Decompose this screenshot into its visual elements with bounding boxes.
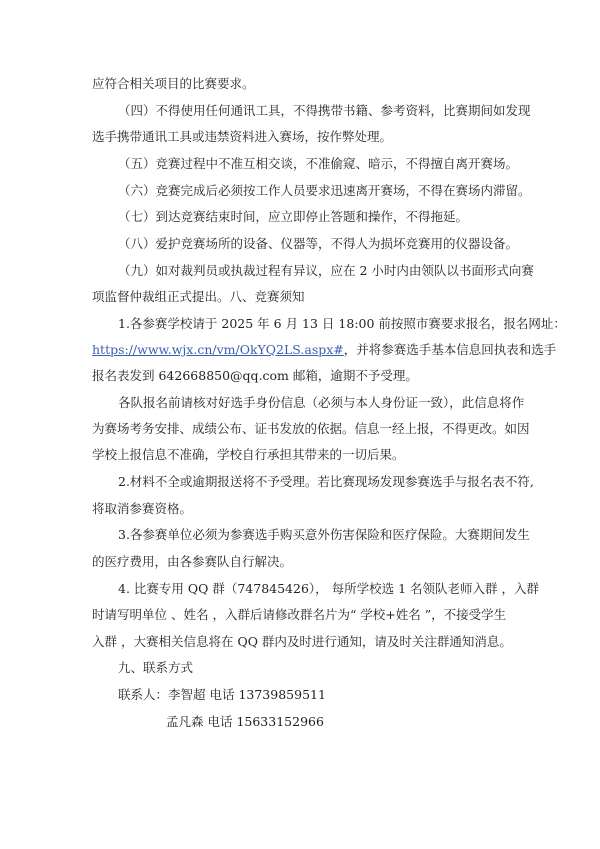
notice-4-line-1: 4. 比赛专用 QQ 群（747845426）， 每所学校选 1 名领队老师入群 ，入群 [118,581,540,596]
notice-1-line-2 [92,342,556,358]
notice-1-line-3: 报名表发到 642668850@qq.com 邮箱，逾期不予受理。 [92,368,418,383]
rule-8: （八）爱护竞赛场所的设备、仪器等，不得人为损坏竞赛用的仪器设备。 [118,236,519,251]
notice-3-line-2: 的医疗费用，由各参赛队自行解决。 [92,554,293,569]
notice-3-line-1: 3.各参赛单位必须为参赛选手购买意外伤害保险和医疗保险。大赛期间发生 [118,527,530,542]
notice-4-line-3: 入群 ，大赛相关信息将在 QQ 群内及时进行通知，请及时关注群通知消息。 [92,634,512,649]
rule-4-line-2: 选手携带通讯工具或违禁资料进入赛场，按作弊处理。 [92,129,393,144]
rule-9-line-2: 项监督仲裁组正式提出。八、竞赛须知 [92,289,305,304]
notice-1-line-2-text: ，并将参赛选手基本信息回执表和选手 [343,342,557,357]
info-line-2: 为赛场考务安排、成绩公布、证书发放的依据。信息一经上报，不得更改。如因 [92,421,530,436]
rule-4-line-1: （四）不得使用任何通讯工具，不得携带书籍、参考资料，比赛期间如发现 [118,103,531,118]
rule-5: （五）竞赛过程中不准互相交谈，不准偷窥、暗示，不得擅自离开赛场。 [118,156,519,171]
notice-4-line-2: 时请写明单位 、姓名 ，入群后请修改群名片为“ 学校+姓名 ”，不接受学生 [92,607,507,622]
rule-9-line-1: （九）如对裁判员或执裁过程有异议，应在 2 小时内由领队以书面形式向赛 [118,263,534,278]
contact-person-2: 孟凡森 电话 15633152966 [166,714,324,729]
contact-person-1: 联系人：李智超 电话 13739859511 [118,687,326,702]
registration-link[interactable]: https://www.wjx.cn/vm/OkYQ2LS.aspx# [92,342,344,357]
notice-1-line-1: 1.各参赛学校请于 2025 年 6 月 13 日 18:00 前按照市赛要求报名，报名网址： [118,316,566,331]
line-01: 应符合相关项目的比赛要求。 [92,76,255,91]
info-line-1: 各队报名前请核对好选手身份信息（必须与本人身份证一致），此信息将作 [118,395,525,410]
rule-7: （七）到达竞赛结束时间，应立即停止答题和操作，不得拖延。 [118,209,469,224]
notice-2-line-2: 将取消参赛资格。 [92,501,193,516]
notice-2-line-1: 2.材料不全或逾期报送将不予受理。若比赛现场发现参赛选手与报名表不符, [118,474,534,489]
rule-6: （六）竞赛完成后必须按工作人员要求迅速离开赛场，不得在赛场内滞留。 [118,183,531,198]
section-contact-heading: 九、联系方式 [118,660,194,675]
info-line-3: 学校上报信息不准确，学校自行承担其带来的一切后果。 [92,447,405,462]
